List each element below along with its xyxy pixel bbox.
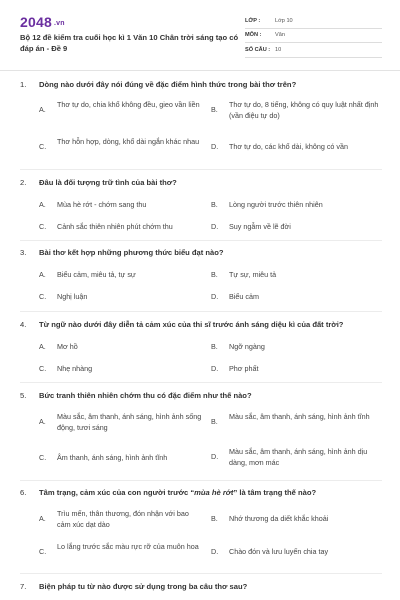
question-number: 7. xyxy=(20,582,27,591)
question-text: Đâu là đối tượng trữ tình của bài thơ? xyxy=(39,178,177,187)
meta-key: LỚP : xyxy=(245,17,261,24)
header-divider xyxy=(0,70,400,71)
option-text: Thơ hỗn hợp, dòng, khổ dài ngắn khác nhau xyxy=(57,137,200,146)
question-1-option-a[interactable] xyxy=(39,100,204,114)
question-number: 3. xyxy=(20,248,27,257)
option-text: Cảnh sắc thiên nhiên phút chớm thu xyxy=(57,222,173,231)
question-1-option-d[interactable] xyxy=(211,142,381,153)
option-letter: B. xyxy=(211,270,218,279)
option-text: Chào đón và lưu luyến chia tay xyxy=(229,547,329,556)
question-3-option-a[interactable] xyxy=(39,270,204,281)
meta-row-subject xyxy=(245,29,382,44)
meta-key: MÔN : xyxy=(245,32,262,39)
option-letter: D. xyxy=(211,452,219,461)
option-text: Màu sắc, âm thanh, ánh sáng, hình ảnh sống động, tươi sáng xyxy=(57,412,202,432)
option-letter: D. xyxy=(211,364,219,373)
question-number: 1. xyxy=(20,80,27,89)
option-text: Màu sắc, âm thanh, ánh sáng, hình ảnh dịu dàng, mơn mác xyxy=(229,447,368,467)
option-letter: D. xyxy=(211,222,219,231)
meta-row-class xyxy=(245,14,382,29)
option-text: Biểu cảm xyxy=(229,292,259,301)
question-text: Bức tranh thiên nhiên chớm thu có đặc điểm như thế nào? xyxy=(39,391,252,400)
question-text: Biện pháp tu từ nào được sử dụng trong ba câu thơ sau? xyxy=(39,582,248,591)
option-text: Thơ tự do, 8 tiếng, không có quy luật nhất định (vần điệu tự do) xyxy=(229,100,379,120)
question-2-option-b[interactable] xyxy=(211,200,381,211)
question-divider xyxy=(20,382,382,383)
question-2-option-a[interactable] xyxy=(39,200,204,211)
question-divider xyxy=(20,311,382,312)
question-3-option-d[interactable] xyxy=(211,292,381,303)
site-logo[interactable] xyxy=(20,14,65,30)
option-text: Lòng người trước thiên nhiên xyxy=(229,200,323,209)
question-text: Từ ngữ nào dưới đây diễn tả cảm xúc của thi sĩ trước ánh sáng diệu kì của đất trời? xyxy=(39,320,344,329)
exam-title: Bộ 12 đề kiểm tra cuối học kì 1 Văn 10 Chân trời sáng tạo có đáp án - Đề 9 xyxy=(20,33,239,53)
option-letter: B. xyxy=(211,514,218,523)
question-5-option-c[interactable] xyxy=(39,453,204,464)
option-text: Màu sắc, âm thanh, ánh sáng, hình ảnh tĩnh xyxy=(229,412,370,421)
question-4-option-a[interactable] xyxy=(39,342,204,353)
option-text: Mơ hồ xyxy=(57,342,78,351)
question-number: 2. xyxy=(20,178,27,187)
question-2-title xyxy=(20,178,177,187)
option-letter: D. xyxy=(211,547,219,556)
option-text: Nhớ thương da diết khắc khoải xyxy=(229,514,329,523)
option-letter: D. xyxy=(211,292,219,301)
option-text: Suy ngẫm về lẽ đời xyxy=(229,222,291,231)
option-letter: B. xyxy=(211,417,218,426)
question-text-start: Tâm trạng, cảm xúc của con người trước “ xyxy=(39,488,195,497)
option-text: Tự sự, miêu tả xyxy=(229,270,277,279)
meta-value: Lớp 10 xyxy=(275,17,293,24)
question-2-option-d[interactable] xyxy=(211,222,381,233)
option-letter: C. xyxy=(39,453,47,462)
option-text: Trìu mến, thân thương, đón nhận với bao cảm xúc dạt dào xyxy=(57,509,189,529)
question-4-option-b[interactable] xyxy=(211,342,381,353)
option-letter: D. xyxy=(211,142,219,151)
page-header xyxy=(20,14,382,59)
option-letter: A. xyxy=(39,105,46,114)
question-number: 5. xyxy=(20,391,27,400)
question-3-title xyxy=(20,248,224,257)
option-letter: A. xyxy=(39,200,46,209)
option-letter: A. xyxy=(39,270,46,279)
option-text: Nhẹ nhàng xyxy=(57,364,93,373)
logo-text: 2048 xyxy=(20,14,52,30)
question-5-option-a[interactable] xyxy=(39,412,204,433)
option-text: Nghị luận xyxy=(57,292,88,301)
question-2-option-c[interactable] xyxy=(39,222,204,233)
question-divider xyxy=(20,573,382,574)
question-6-option-c[interactable] xyxy=(39,542,204,556)
question-5-option-d[interactable] xyxy=(211,447,381,468)
question-5-option-b[interactable] xyxy=(211,412,381,426)
option-text: Lo lắng trước sắc màu rực rỡ của muôn hoa xyxy=(57,542,199,551)
question-1-option-b[interactable] xyxy=(211,100,381,121)
question-divider xyxy=(20,480,382,481)
question-6-option-b[interactable] xyxy=(211,514,381,525)
question-5-title xyxy=(20,391,252,400)
option-letter: C. xyxy=(39,547,47,556)
option-letter: A. xyxy=(39,417,46,426)
exam-meta-table xyxy=(245,14,382,58)
option-text: Phơ phất xyxy=(229,364,259,373)
question-4-title xyxy=(20,320,343,329)
question-3-option-b[interactable] xyxy=(211,270,381,281)
question-text: Bài thơ kết hợp những phương thức biểu đạt nào? xyxy=(39,248,224,257)
question-number: 4. xyxy=(20,320,27,329)
question-number: 6. xyxy=(20,488,27,497)
option-letter: C. xyxy=(39,222,47,231)
option-text: Mùa hè rớt - chớm sang thu xyxy=(57,200,147,209)
meta-value: 10 xyxy=(275,46,282,53)
question-divider xyxy=(20,169,382,170)
question-4-option-c[interactable] xyxy=(39,364,204,375)
question-6-title xyxy=(20,488,316,497)
question-6-option-a[interactable] xyxy=(39,509,204,530)
option-letter: A. xyxy=(39,342,46,351)
question-1-option-c[interactable] xyxy=(39,137,204,151)
option-text: Thơ tự do, các khổ dài, không có vần xyxy=(229,142,349,151)
option-text: Âm thanh, ánh sáng, hình ảnh tĩnh xyxy=(57,453,168,462)
option-letter: B. xyxy=(211,200,218,209)
question-divider xyxy=(20,240,382,241)
question-4-option-d[interactable] xyxy=(211,364,381,375)
question-7-title xyxy=(20,582,247,591)
option-letter: A. xyxy=(39,514,46,523)
option-text: Biểu cảm, miêu tả, tự sự xyxy=(57,270,136,279)
question-text: Dòng nào dưới đây nói đúng về đặc điểm hình thức trong bài thơ trên? xyxy=(39,80,297,89)
meta-row-question-count xyxy=(245,43,382,58)
question-text-emphasis: mùa hè rớt xyxy=(194,488,234,497)
option-letter: B. xyxy=(211,105,218,114)
option-text: Ngỡ ngàng xyxy=(229,342,265,351)
meta-key: SỐ CÂU : xyxy=(245,46,271,53)
meta-value: Văn xyxy=(275,32,285,39)
question-3-option-c[interactable] xyxy=(39,292,204,303)
option-text: Thơ tự do, chia khổ không đều, gieo vần liền xyxy=(57,100,200,109)
option-letter: C. xyxy=(39,364,47,373)
logo-suffix: .vn xyxy=(53,19,65,27)
question-text-end: ” là tâm trạng thế nào? xyxy=(233,488,317,497)
option-letter: B. xyxy=(211,342,218,351)
option-letter: C. xyxy=(39,142,47,151)
question-1-title xyxy=(20,80,296,89)
question-6-option-d[interactable] xyxy=(211,547,381,558)
option-letter: C. xyxy=(39,292,47,301)
